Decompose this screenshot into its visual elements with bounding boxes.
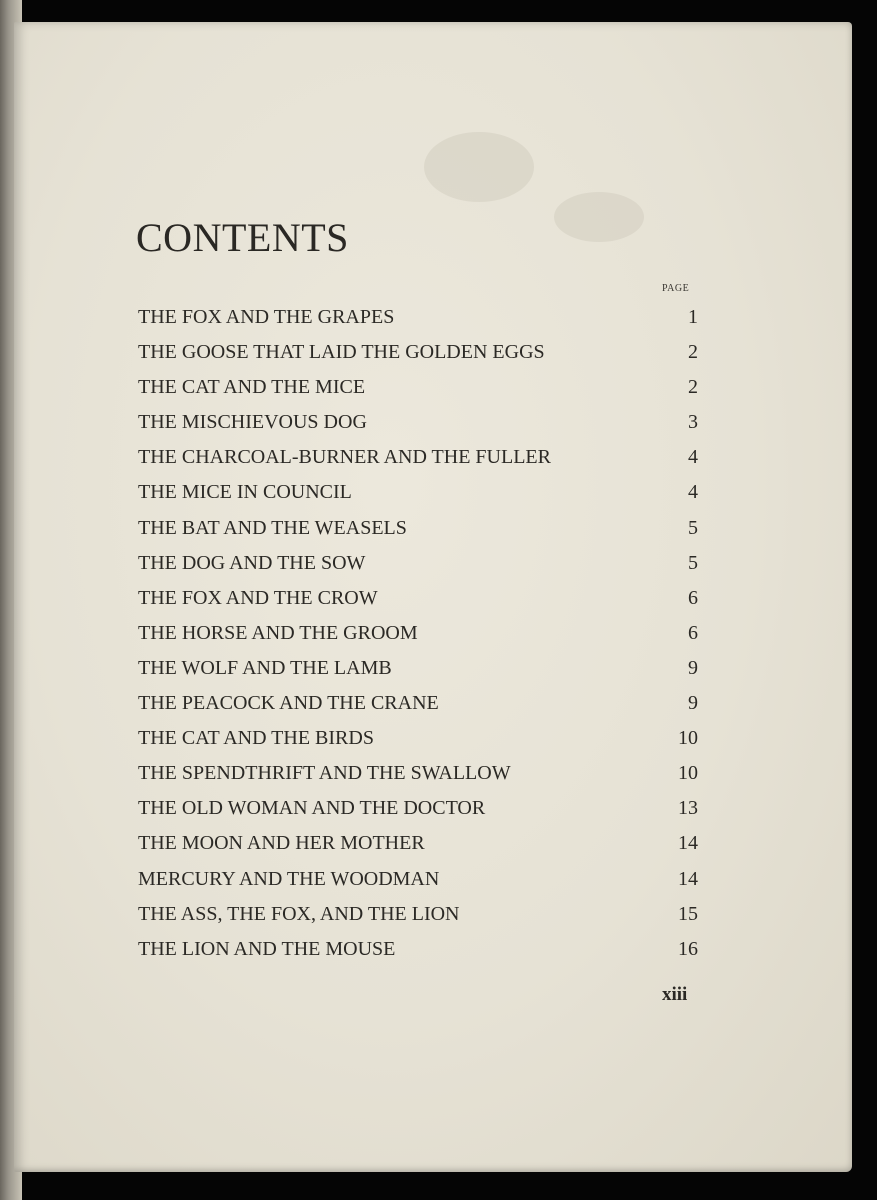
- toc-entry-title: THE FOX AND THE CROW: [138, 586, 378, 609]
- toc-entry: [138, 862, 698, 897]
- folio-page-number: xiii: [662, 984, 688, 1005]
- toc-entry-page: 4: [688, 446, 698, 469]
- toc-entry-title: THE SPENDTHRIFT AND THE SWALLOW: [138, 762, 511, 785]
- toc-entry: [138, 791, 698, 826]
- toc-entry-title: THE DOG AND THE SOW: [138, 551, 366, 574]
- toc-entry-title: THE CHARCOAL-BURNER AND THE FULLER: [138, 446, 551, 469]
- toc-entry: [138, 616, 698, 651]
- toc-entry: [138, 511, 698, 546]
- pencil-mark: [554, 192, 644, 242]
- toc-entry: [138, 581, 698, 616]
- toc-entry-title: THE WOLF AND THE LAMB: [138, 656, 392, 679]
- toc-entry: [138, 475, 698, 510]
- toc-entry-title: THE PEACOCK AND THE CRANE: [138, 692, 439, 715]
- toc-entry: [138, 686, 698, 721]
- toc-entry-page: 6: [688, 586, 698, 609]
- toc-entry-page: 4: [688, 481, 698, 504]
- toc-entry-title: THE MOON AND HER MOTHER: [138, 832, 425, 855]
- toc-entry-title: THE HORSE AND THE GROOM: [138, 621, 418, 644]
- toc-entry-page: 2: [688, 376, 698, 399]
- toc-entry-title: THE GOOSE THAT LAID THE GOLDEN EGGS: [138, 341, 545, 364]
- toc-entry-title: THE FOX AND THE GRAPES: [138, 306, 395, 328]
- toc-entry: [138, 546, 698, 581]
- toc-entry-page: 9: [688, 656, 698, 679]
- toc-entry: [138, 440, 698, 475]
- table-of-contents: [138, 300, 698, 967]
- toc-entry-title: MERCURY AND THE WOODMAN: [138, 867, 440, 890]
- toc-entry-page: 15: [678, 902, 698, 925]
- toc-entry-page: 2: [688, 341, 698, 364]
- toc-entry-title: THE ASS, THE FOX, AND THE LION: [138, 902, 460, 925]
- toc-entry-title: THE BAT AND THE WEASELS: [138, 516, 407, 539]
- toc-entry-page: 16: [678, 937, 698, 960]
- page-title: CONTENTS: [136, 215, 349, 260]
- toc-entry-page: 3: [688, 411, 698, 434]
- toc-entry-title: THE LION AND THE MOUSE: [138, 937, 396, 960]
- toc-entry-page: 14: [678, 832, 698, 855]
- toc-entry-title: THE CAT AND THE BIRDS: [138, 727, 374, 750]
- toc-entry-page: 9: [688, 692, 698, 715]
- toc-entry-page: 10: [678, 727, 698, 750]
- toc-entry-page: 1: [688, 306, 698, 328]
- toc-entry: [138, 932, 698, 967]
- toc-entry-page: 13: [678, 797, 698, 820]
- toc-entry-title: THE MICE IN COUNCIL: [138, 481, 352, 504]
- book-page: [14, 22, 852, 1172]
- pencil-mark: [424, 132, 534, 202]
- toc-entry-page: 10: [678, 762, 698, 785]
- toc-entry: [138, 721, 698, 756]
- toc-entry-title: THE CAT AND THE MICE: [138, 376, 366, 399]
- page-column-label: PAGE: [662, 283, 690, 294]
- toc-entry: [138, 651, 698, 686]
- toc-entry-title: THE OLD WOMAN AND THE DOCTOR: [138, 797, 486, 820]
- toc-entry: [138, 405, 698, 440]
- toc-entry: [138, 370, 698, 405]
- toc-entry: [138, 335, 698, 370]
- toc-entry: [138, 826, 698, 861]
- toc-entry: [138, 897, 698, 932]
- toc-entry-page: 14: [678, 867, 698, 890]
- toc-entry-title: THE MISCHIEVOUS DOG: [138, 411, 367, 434]
- toc-entry: [138, 300, 698, 335]
- toc-entry-page: 5: [688, 516, 698, 539]
- toc-entry-page: 6: [688, 621, 698, 644]
- toc-entry: [138, 756, 698, 791]
- toc-entry-page: 5: [688, 551, 698, 574]
